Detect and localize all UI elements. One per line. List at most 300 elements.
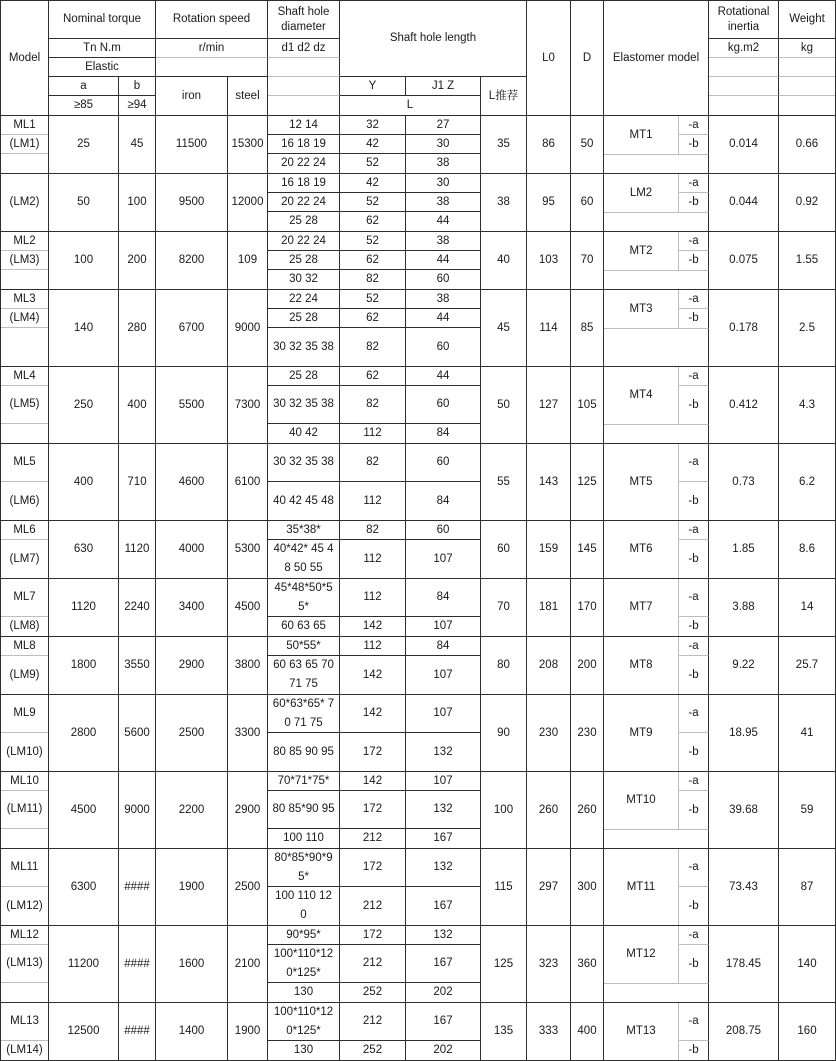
header-weight-spacer: [779, 58, 835, 77]
d-diameter-cell: 105: [571, 367, 604, 443]
model-cell: [1, 579, 49, 636]
length-j1z-cell: 60: [406, 270, 481, 289]
model-cell: [1, 444, 49, 520]
elastomer-marker-a-cell: -a: [679, 174, 709, 193]
table-row: [1, 444, 835, 521]
shaft-hole-diameter-cell: 100*110*120*125*: [268, 1003, 340, 1041]
length-y-cell: 52: [340, 193, 406, 212]
d-diameter-cell: 260: [571, 772, 604, 848]
model-label: ML4: [1, 367, 48, 386]
shaft-hole-diameter-cell: 100*110*120*125*: [268, 945, 340, 983]
l0-cell: 86: [527, 116, 571, 173]
elastomer-blank-cell: [604, 212, 709, 231]
header-d-labels: d1 d2 dz: [268, 39, 340, 58]
speed-iron-cell: 1600: [156, 926, 228, 1002]
d-diameter-cell: 230: [571, 695, 604, 771]
model-cell: [1, 367, 49, 443]
header-steel: steel: [228, 77, 268, 115]
length-j1z-cell: 84: [406, 637, 481, 656]
length-y-cell: 112: [340, 424, 406, 443]
table-header: [1, 1, 835, 116]
length-y-cell: 42: [340, 135, 406, 154]
table-row: [1, 174, 835, 232]
shaft-hole-diameter-cell: 60 63 65 70 71 75: [268, 656, 340, 694]
elastomer-marker-a-cell: -a: [679, 232, 709, 251]
length-y-cell: 62: [340, 251, 406, 270]
table-row: [1, 772, 835, 849]
length-y-cell: 62: [340, 309, 406, 328]
shaft-hole-diameter-cell: 12 14: [268, 116, 340, 135]
header-nominal-torque: Nominal torque: [49, 1, 156, 39]
length-j1z-cell: 132: [406, 733, 481, 771]
rotational-inertia-cell: 18.95: [709, 695, 779, 771]
torque-b-cell: 400: [119, 367, 156, 443]
length-j1z-cell: 60: [406, 521, 481, 540]
model-label: ML13: [1, 1003, 48, 1041]
header-j1z: J1 Z: [406, 77, 481, 96]
weight-cell: 41: [800, 726, 814, 739]
rotational-inertia-cell: 0.178: [709, 290, 779, 366]
table-row: [1, 1003, 835, 1060]
shaft-hole-diameter-cell: 130: [268, 983, 340, 1002]
length-y-cell: 82: [340, 328, 406, 366]
length-y-cell: 212: [340, 887, 406, 925]
table-row: [1, 116, 835, 174]
length-j1z-cell: 38: [406, 154, 481, 173]
elastomer-marker-a-cell: -a: [679, 116, 709, 135]
model-lm-label: (LM3): [1, 251, 48, 270]
length-y-cell: 142: [340, 617, 406, 636]
shaft-hole-diameter-cell: 100 110 120: [268, 887, 340, 925]
elastomer-marker-b-cell: -b: [679, 887, 709, 925]
elastomer-marker-a-cell: -a: [679, 1003, 709, 1041]
elastomer-name-cell: MT4: [604, 367, 679, 424]
weight-cell: 0.66: [795, 138, 819, 150]
weight-cell: 0.92: [795, 196, 819, 208]
header-diameter-spacer: [268, 96, 340, 115]
elastomer-marker-a-cell: -a: [679, 579, 709, 617]
d-diameter-cell: 85: [571, 290, 604, 366]
speed-steel-cell: 1900: [228, 1003, 268, 1060]
elastomer-marker-b-cell: -b: [679, 540, 709, 578]
elastomer-name-cell: MT10: [604, 772, 679, 829]
shaft-hole-diameter-cell: 16 18 19: [268, 174, 340, 193]
l-recommended-cell: 100: [481, 772, 527, 848]
model-cell: [1, 1003, 49, 1060]
speed-steel-cell: 9000: [228, 290, 268, 366]
elastomer-name-cell: MT7: [604, 579, 679, 636]
weight-cell: 2.5: [799, 321, 815, 334]
torque-a-cell: 1800: [49, 637, 119, 694]
header-inertia-unit: kg.m2: [709, 39, 779, 58]
torque-b-cell: 5600: [119, 695, 156, 771]
l-recommended-cell: 60: [481, 521, 527, 578]
elastomer-marker-a-cell: -a: [679, 772, 709, 791]
elastomer-marker-b-cell: -b: [679, 945, 709, 983]
l0-cell: 159: [527, 521, 571, 578]
torque-a-cell: 630: [49, 521, 119, 578]
speed-steel-cell: 109: [228, 232, 268, 289]
speed-steel-cell: 3300: [228, 695, 268, 771]
elastomer-blank-cell: [604, 983, 709, 1002]
length-y-cell: 142: [340, 772, 406, 791]
elastomer-marker-b-cell: -b: [679, 386, 709, 424]
speed-steel-cell: 6100: [228, 444, 268, 520]
speed-iron-cell: 9500: [156, 174, 228, 231]
l0-cell: 260: [527, 772, 571, 848]
length-j1z-cell: 38: [406, 290, 481, 309]
rotational-inertia-cell: 0.73: [709, 444, 779, 520]
header-l0: L0: [527, 1, 571, 115]
torque-b-cell: 1120: [119, 521, 156, 578]
length-y-cell: 172: [340, 926, 406, 945]
model-cell: [1, 290, 49, 366]
torque-a-cell: 11200: [49, 926, 119, 1002]
elastomer-blank-cell: [604, 424, 709, 443]
model-label: ML2: [1, 232, 48, 251]
elastomer-blank-cell: [604, 328, 709, 366]
model-label: ML11: [1, 849, 48, 887]
l-recommended-cell: 55: [481, 444, 527, 520]
length-y-cell: 212: [340, 945, 406, 983]
header-rotation-speed-spacer: [156, 58, 268, 77]
rotational-inertia-cell: 208.75: [709, 1003, 779, 1060]
elastomer-marker-b-cell: -b: [679, 1041, 709, 1060]
length-y-cell: 212: [340, 829, 406, 848]
header-y: Y: [340, 77, 406, 96]
shaft-hole-diameter-cell: 30 32: [268, 270, 340, 289]
l-recommended-cell: 35: [481, 116, 527, 173]
length-y-cell: 112: [340, 482, 406, 520]
header-a-min: ≥85: [49, 96, 119, 115]
length-j1z-cell: 202: [406, 1041, 481, 1060]
length-j1z-cell: 84: [406, 482, 481, 520]
shaft-hole-diameter-cell: 25 28: [268, 212, 340, 231]
elastomer-name-cell: LM2: [604, 174, 679, 212]
rotational-inertia-cell: 3.88: [709, 579, 779, 636]
l0-cell: 95: [527, 174, 571, 231]
shaft-hole-diameter-cell: 90*95*: [268, 926, 340, 945]
shaft-hole-diameter-cell: 45*48*50*55*: [268, 579, 340, 617]
table-row: [1, 290, 835, 367]
l-recommended-cell: 45: [481, 290, 527, 366]
length-j1z-cell: 30: [406, 135, 481, 154]
elastomer-marker-b-cell: -b: [679, 733, 709, 771]
length-j1z-cell: 60: [406, 444, 481, 482]
length-j1z-cell: 30: [406, 174, 481, 193]
shaft-hole-diameter-cell: 80 85 90 95: [268, 733, 340, 771]
l-recommended-cell: 115: [481, 849, 527, 925]
model-lm-label: (LM5): [1, 386, 48, 424]
speed-iron-cell: 2500: [156, 695, 228, 771]
shaft-hole-diameter-cell: 80*85*90*95*: [268, 849, 340, 887]
length-j1z-cell: 132: [406, 791, 481, 829]
weight-cell: 8.6: [799, 543, 815, 555]
weight-cell: 160: [797, 1025, 817, 1037]
l0-cell: 103: [527, 232, 571, 289]
l0-cell: 143: [527, 444, 571, 520]
shaft-hole-diameter-cell: 30 32 35 38: [268, 444, 340, 482]
length-j1z-cell: 107: [406, 540, 481, 578]
shaft-hole-diameter-cell: 100 110: [268, 829, 340, 848]
speed-iron-cell: 1400: [156, 1003, 228, 1060]
rotational-inertia-cell: 0.014: [709, 116, 779, 173]
torque-b-cell: 280: [119, 290, 156, 366]
elastomer-marker-a-cell: -a: [679, 926, 709, 945]
elastomer-marker-a-cell: -a: [679, 444, 709, 482]
model-lm-label: (LM9): [9, 668, 40, 681]
shaft-hole-diameter-cell: 50*55*: [268, 637, 340, 656]
elastomer-marker-a-cell: -a: [679, 521, 709, 540]
length-y-cell: 52: [340, 290, 406, 309]
shaft-hole-diameter-cell: 20 22 24: [268, 232, 340, 251]
length-y-cell: 172: [340, 791, 406, 829]
shaft-hole-diameter-cell: 35*38*: [268, 521, 340, 540]
header-weight-spacer: [779, 96, 835, 115]
length-j1z-cell: 107: [406, 695, 481, 733]
length-j1z-cell: 167: [406, 1003, 481, 1041]
table-row: [1, 695, 835, 772]
d-diameter-cell: 200: [571, 637, 604, 694]
rotational-inertia-cell: 1.85: [709, 521, 779, 578]
elastomer-name-cell: MT8: [604, 637, 679, 694]
weight-cell: 14: [800, 601, 814, 613]
model-cell: (LM2): [1, 174, 49, 231]
header-weight: Weight: [779, 1, 835, 39]
model-cell: [1, 637, 49, 694]
torque-a-cell: 4500: [49, 772, 119, 848]
torque-b-cell: 2240: [119, 579, 156, 636]
header-rotational-inertia: Rotational inertia: [709, 1, 779, 39]
length-y-cell: 172: [340, 733, 406, 771]
header-elastic: Elastic: [49, 58, 156, 77]
header-inertia-spacer: [709, 77, 779, 96]
torque-a-cell: 25: [49, 116, 119, 173]
model-label: ML12: [1, 926, 48, 945]
model-cell: [1, 849, 49, 925]
l0-cell: 333: [527, 1003, 571, 1060]
header-rpm-unit: r/min: [156, 39, 268, 58]
model-label: ML8: [1, 637, 48, 656]
length-j1z-cell: 167: [406, 945, 481, 983]
torque-b-cell: ####: [119, 926, 156, 1002]
rotational-inertia-cell: 73.43: [709, 849, 779, 925]
l-recommended-cell: 135: [481, 1003, 527, 1060]
length-j1z-cell: 132: [406, 849, 481, 887]
shaft-hole-diameter-cell: 40 42: [268, 424, 340, 443]
d-diameter-cell: 145: [571, 521, 604, 578]
length-j1z-cell: 38: [406, 193, 481, 212]
model-cell: [1, 772, 49, 848]
d-diameter-cell: 300: [571, 849, 604, 925]
elastomer-marker-b-cell: -b: [679, 791, 709, 829]
table-row: [1, 637, 835, 695]
speed-iron-cell: 4600: [156, 444, 228, 520]
l-recommended-cell: 50: [481, 367, 527, 443]
header-inertia-spacer: [709, 58, 779, 77]
torque-a-cell: 1120: [49, 579, 119, 636]
model-cell: [1, 695, 49, 771]
l-recommended-cell: 40: [481, 232, 527, 289]
length-j1z-cell: 167: [406, 887, 481, 925]
rotational-inertia-cell: 0.044: [709, 174, 779, 231]
shaft-hole-diameter-cell: 22 24: [268, 290, 340, 309]
model-cell: [1, 232, 49, 289]
header-col-a: a: [49, 77, 119, 96]
speed-steel-cell: 7300: [228, 367, 268, 443]
header-elastomer-model: Elastomer model: [604, 1, 709, 115]
l0-cell: 208: [527, 637, 571, 694]
header-inertia-spacer: [709, 96, 779, 115]
shaft-hole-diameter-cell: 80 85*90 95: [268, 791, 340, 829]
weight-cell: 4.3: [799, 398, 815, 411]
elastomer-marker-b-cell: -b: [679, 251, 709, 270]
elastomer-marker-a-cell: -a: [679, 290, 709, 309]
model-lm-label: (LM14): [6, 1044, 43, 1056]
torque-b-cell: 45: [119, 116, 156, 173]
shaft-hole-diameter-cell: 30 32 35 38: [268, 386, 340, 424]
torque-a-cell: 6300: [49, 849, 119, 925]
elastomer-marker-a-cell: -a: [679, 695, 709, 733]
speed-iron-cell: 2200: [156, 772, 228, 848]
speed-iron-cell: 4000: [156, 521, 228, 578]
torque-b-cell: ####: [119, 849, 156, 925]
l-recommended-cell: 70: [481, 579, 527, 636]
length-j1z-cell: 84: [406, 424, 481, 443]
l0-cell: 181: [527, 579, 571, 636]
length-j1z-cell: 202: [406, 983, 481, 1002]
shaft-hole-diameter-cell: 40 42 45 48: [268, 482, 340, 520]
model-lm-label: (LM11): [1, 791, 48, 829]
length-j1z-cell: 27: [406, 116, 481, 135]
elastomer-marker-b-cell: -b: [679, 656, 709, 694]
length-y-cell: 142: [340, 656, 406, 694]
d-diameter-cell: 360: [571, 926, 604, 1002]
length-j1z-cell: 132: [406, 926, 481, 945]
elastomer-marker-a-cell: -a: [679, 637, 709, 656]
elastomer-marker-a-cell: -a: [679, 367, 709, 386]
d-diameter-cell: 70: [571, 232, 604, 289]
header-b-min: ≥94: [119, 96, 156, 115]
table-body: [1, 116, 835, 1060]
shaft-hole-diameter-cell: 70*71*75*: [268, 772, 340, 791]
elastomer-name-cell: MT9: [604, 695, 679, 771]
shaft-hole-diameter-cell: 25 28: [268, 309, 340, 328]
length-j1z-cell: 44: [406, 212, 481, 231]
header-diameter-spacer: [268, 77, 340, 96]
speed-iron-cell: 6700: [156, 290, 228, 366]
shaft-hole-diameter-cell: 60 63 65: [268, 617, 340, 636]
l-recommended-cell: 125: [481, 926, 527, 1002]
length-y-cell: 82: [340, 521, 406, 540]
speed-steel-cell: 2900: [228, 772, 268, 848]
elastomer-name-cell: MT12: [604, 926, 679, 983]
table-row: [1, 232, 835, 290]
model-label: ML6: [1, 521, 48, 540]
torque-a-cell: 12500: [49, 1003, 119, 1060]
table-row: [1, 926, 835, 1003]
speed-steel-cell: 15300: [228, 116, 268, 173]
model-lm-label: (LM10): [6, 745, 43, 758]
length-y-cell: 112: [340, 579, 406, 617]
l0-cell: 230: [527, 695, 571, 771]
table-row: [1, 579, 835, 637]
elastomer-name-cell: MT1: [604, 116, 679, 154]
length-y-cell: 32: [340, 116, 406, 135]
length-j1z-cell: 44: [406, 251, 481, 270]
model-cell: [1, 926, 49, 1002]
length-y-cell: 62: [340, 212, 406, 231]
length-j1z-cell: 60: [406, 328, 481, 366]
length-j1z-cell: 107: [406, 617, 481, 636]
shaft-hole-diameter-cell: 130: [268, 1041, 340, 1060]
l0-cell: 114: [527, 290, 571, 366]
speed-iron-cell: 1900: [156, 849, 228, 925]
elastomer-marker-b-cell: -b: [679, 617, 709, 636]
length-y-cell: 62: [340, 367, 406, 386]
length-y-cell: 42: [340, 174, 406, 193]
model-lm-label: (LM4): [1, 309, 48, 328]
l-recommended-cell: 38: [481, 174, 527, 231]
elastomer-name-cell: MT3: [604, 290, 679, 328]
elastomer-blank-cell: [604, 154, 709, 173]
length-y-cell: 212: [340, 1003, 406, 1041]
torque-b-cell: 100: [119, 174, 156, 231]
speed-iron-cell: 5500: [156, 367, 228, 443]
rotational-inertia-cell: 9.22: [709, 637, 779, 694]
length-y-cell: 252: [340, 1041, 406, 1060]
rotational-inertia-cell: 0.075: [709, 232, 779, 289]
speed-steel-cell: 4500: [228, 579, 268, 636]
d-diameter-cell: 125: [571, 444, 604, 520]
shaft-hole-diameter-cell: 60*63*65* 70 71 75: [268, 695, 340, 733]
l-recommended-cell: 90: [481, 695, 527, 771]
rotational-inertia-cell: 39.68: [709, 772, 779, 848]
table-row: [1, 367, 835, 444]
shaft-hole-diameter-cell: 25 28: [268, 251, 340, 270]
model-label: ML1: [1, 116, 48, 135]
weight-cell: 6.2: [799, 475, 815, 488]
l0-cell: 297: [527, 849, 571, 925]
length-y-cell: 112: [340, 637, 406, 656]
model-cell: [1, 116, 49, 173]
length-y-cell: 172: [340, 849, 406, 887]
speed-iron-cell: 11500: [156, 116, 228, 173]
torque-a-cell: 400: [49, 444, 119, 520]
header-d: D: [571, 1, 604, 115]
d-diameter-cell: 60: [571, 174, 604, 231]
elastomer-blank-cell: [604, 270, 709, 289]
model-label: ML7: [1, 579, 48, 617]
length-y-cell: 82: [340, 386, 406, 424]
model-lm-label: (LM13): [1, 945, 48, 983]
model-cell: [1, 521, 49, 578]
header-col-b: b: [119, 77, 156, 96]
model-label: ML9: [1, 695, 48, 733]
speed-iron-cell: 3400: [156, 579, 228, 636]
torque-b-cell: 200: [119, 232, 156, 289]
length-y-cell: 82: [340, 270, 406, 289]
length-y-cell: 252: [340, 983, 406, 1002]
shaft-hole-diameter-cell: 16 18 19: [268, 135, 340, 154]
length-y-cell: 52: [340, 154, 406, 173]
length-y-cell: 82: [340, 444, 406, 482]
weight-cell: 59: [800, 803, 814, 816]
header-shaft-hole-diameter: Shaft hole diameter: [268, 1, 340, 39]
weight-cell: 1.55: [795, 254, 819, 266]
elastomer-marker-b-cell: -b: [679, 135, 709, 154]
header-diameter-spacer: [268, 58, 340, 77]
